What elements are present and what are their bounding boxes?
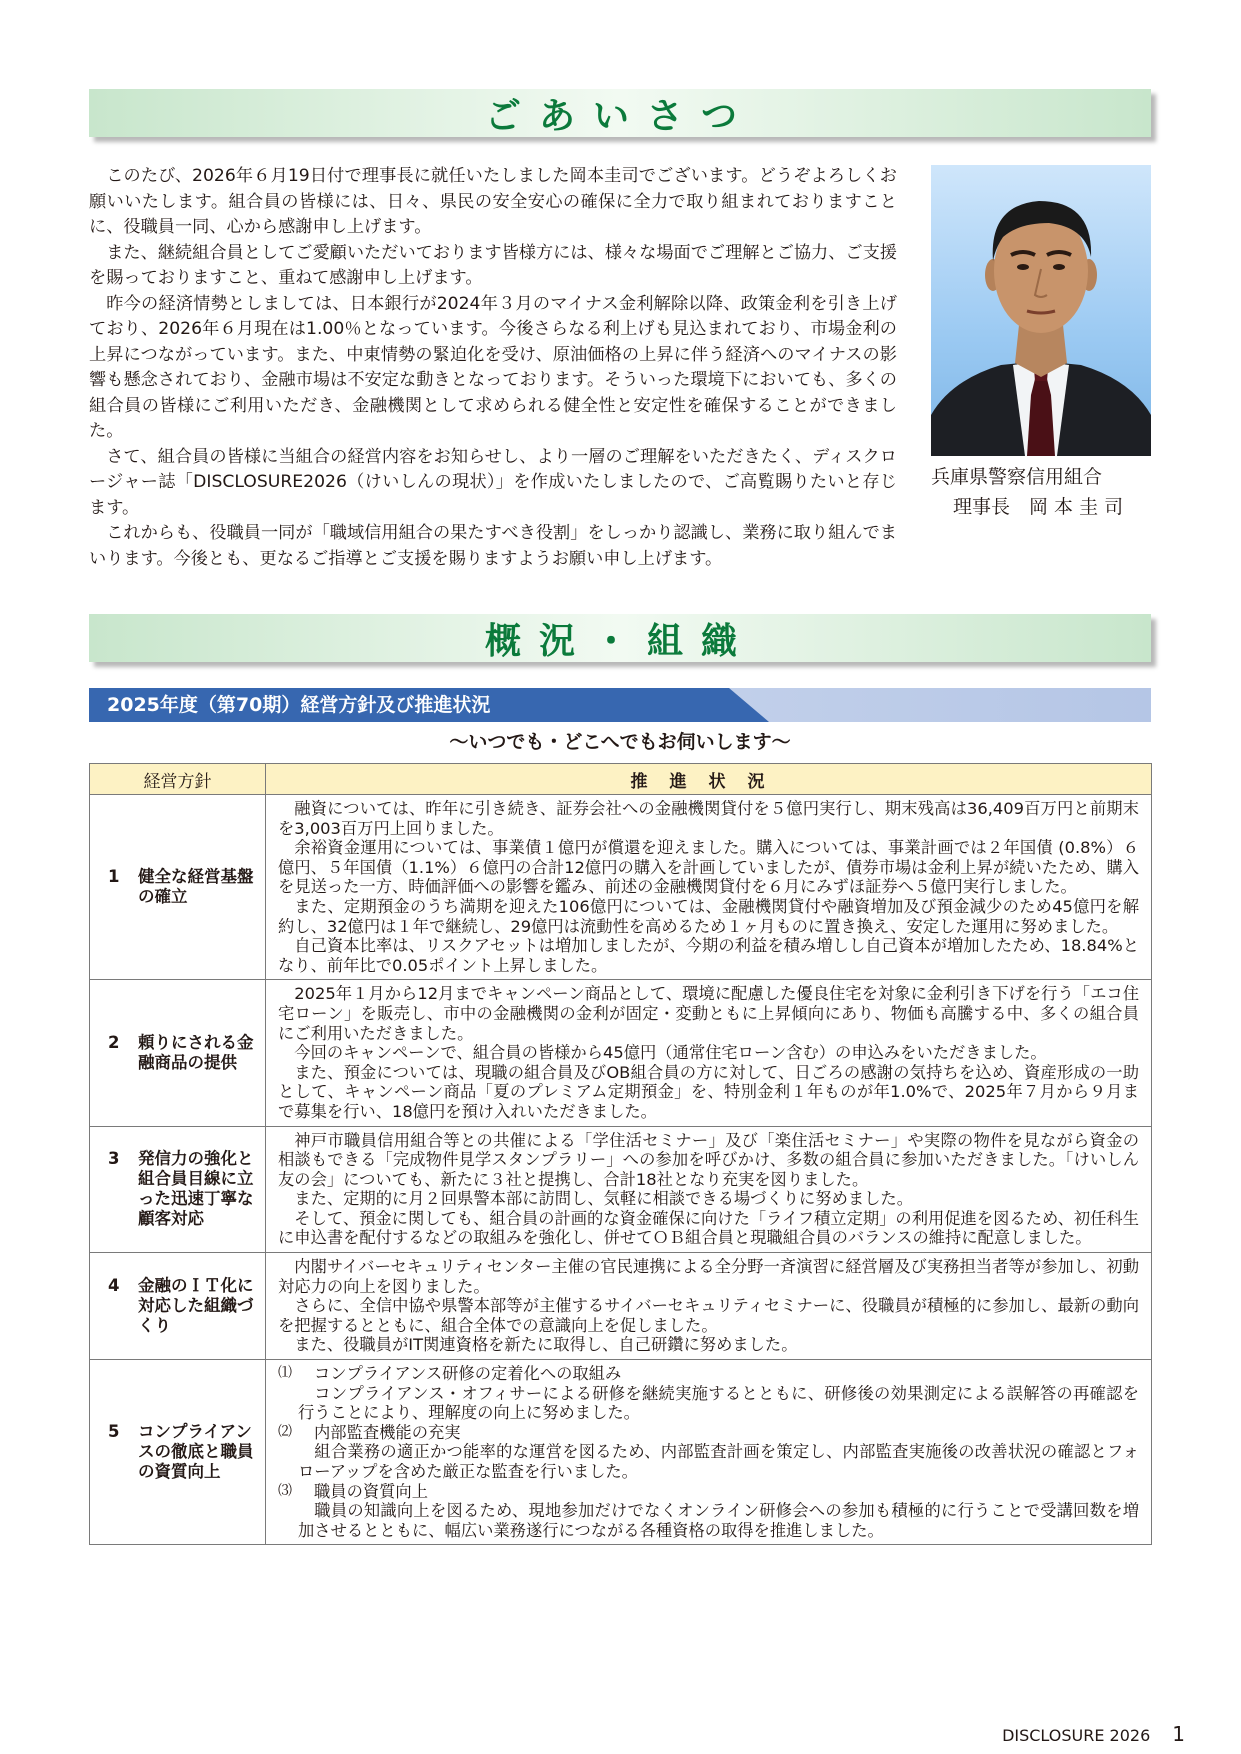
overview-title: 概況・組織 [484,619,755,662]
greeting-title: ごあいさつ [484,94,755,137]
signature [931,462,1151,522]
policy-name: 頼りにされる金融商品の提供 [138,1032,254,1072]
status-paragraph: 2025年１月から12月までキャンペーン商品として、環境に配慮した優良住宅を対象に金利引き下げを行う「エコ住宅ローン」を販売し、市中の金融機関の金利が固定・変動ともに上昇傾向にあり、物価も高騰する中、多くの組合員にご利用いただきました。 [278,984,1139,1043]
sub-item-heading: 職員の資質向上 [314,1481,428,1501]
status-paragraph: また、定期的に月２回県警本部に訪問し、気軽に相談できる場づくりに努めました。 [294,1189,913,1209]
policy-number: 3 [108,1149,120,1169]
policy-column-header: 経営方針 [90,764,266,795]
status-paragraph: また、定期預金のうち満期を迎えた106億円については、金融機関貸付や融資増加及び預金減少のため45億円を解約し、32億円は１年で継続し、29億円は流動性を高めるため１ヶ月ものに置き換え、安定した運用に努めました。 [278,896,1139,936]
status-paragraph: 内閣サイバーセキュリティセンター主催の官民連携による全分野一斉演習に経営層及び実務担当者等が参加し、初動対応力の向上を図りました。 [278,1257,1139,1296]
greeting-banner [89,89,1151,137]
chairman-portrait [931,165,1151,456]
signature-organization: 兵庫県警察信用組合 [931,466,1103,488]
status-paragraph: 自己資本比率は、リスクアセットは増加しましたが、今期の利益を積み増しし自己資本が増加したため、18.84%となり、前年比で0.05ポイント上昇しました。 [278,936,1139,975]
table-row [90,1360,1152,1545]
sub-item-body: 職員の知識向上を図るため、現地参加だけでなくオンライン研修会への参加も積極的に行うことで受講回数を増加させるとともに、幅広い業務遂行につながる各種資格の取得を推進しました。 [298,1501,1139,1540]
status-cell [266,795,1152,980]
policy-name: 健全な経営基盤の確立 [138,867,254,907]
overview-banner [89,614,1151,662]
sub-item-heading: 内部監査機能の充実 [314,1422,461,1442]
greeting-text [89,164,897,572]
table-row [90,795,1152,980]
policy-cell [90,1126,266,1253]
sub-item-number: ⑴ [278,1365,292,1382]
status-cell [266,1126,1152,1253]
status-paragraph: また、預金については、現職の組合員及びOB組合員の方に対して、日ごろの感謝の気持ちを込め、資産形成の一助として、キャンペーン商品「夏のプレミアム定期預金」を、特別金利１年ものが年1.0%で、2025年７月から９月まで募集を行い、18億円を預け入れいただきました。 [278,1062,1139,1121]
greeting-paragraph: このたび、2026年６月19日付で理事長に就任いたしました岡本圭司でございます。どうぞよろしくお願いいたします。組合員の皆様には、日々、県民の安全安心の確保に全力で取り組まれておりますことに、役職員一同、心から感謝申し上げます。 [89,166,897,237]
sub-item-body: コンプライアンス・オフィサーによる研修を継続実施するとともに、研修後の効果測定による誤解答の再確認を行うことにより、理解度の向上に努めました。 [298,1383,1139,1423]
greeting-paragraph: これからも、役職員一同が「職域信用組合の果たすべき役割」をしっかり認識し、業務に取り組んでまいります。今後とも、更なるご指導とご支援を賜りますようお願い申し上げます。 [89,523,897,569]
status-paragraph: 融資については、昨年に引き続き、証券会社への金融機関貸付を５億円実行し、期末残高は36,409百万円と前期末を3,003百万円上回りました。 [278,799,1139,838]
status-cell [266,980,1152,1126]
status-cell [266,1253,1152,1360]
table-header-row [90,764,1152,795]
status-sub-item [278,1423,1139,1482]
sub-item-heading: コンプライアンス研修の定着化への取組み [314,1364,622,1384]
policy-number: 5 [108,1422,120,1442]
page-number: 1 [1172,1722,1185,1746]
publication-name: DISCLOSURE 2026 [1002,1726,1151,1745]
status-paragraph: そして、預金に関しても、組合員の計画的な資金確保に向けた「ライフ積立定期」の利用促進を図るため、初任科生に申込書を配付するなどの取組みを強化し、併せてＯＢ組合員と現職組合員のバランスの維持に配意しました。 [278,1208,1139,1248]
section-heading-bar [89,688,1151,722]
policy-name: 金融のＩＴ化に対応した組織づくり [138,1276,254,1336]
policy-name: 発信力の強化と組合員目線に立った迅速丁寧な顧客対応 [138,1149,254,1229]
section-heading-text: 2025年度（第70期）経営方針及び推進状況 [107,694,491,716]
status-paragraph: さらに、全信中協や県警本部等が主催するサイバーセキュリティセミナーに、役職員が積極的に参加し、最新の動向を把握するとともに、組合全体での意識向上を促しました。 [278,1296,1139,1335]
policy-cell [90,795,266,980]
sub-item-number: ⑶ [278,1482,292,1499]
status-paragraph: また、役職員がIT関連資格を新たに取得し、自己研鑽に努めました。 [294,1335,798,1355]
status-cell [266,1360,1152,1545]
policy-number: 1 [108,867,120,887]
table-row [90,980,1152,1126]
sub-item-body: 組合業務の適正かつ能率的な運営を図るため、内部監査計画を策定し、内部監査実施後の改善状況の確認とフォローアップを含めた厳正な監査を行いました。 [298,1442,1139,1481]
status-sub-item [278,1364,1139,1423]
policy-number: 4 [108,1276,120,1296]
status-paragraph: 神戸市職員信用組合等との共催による「学住活セミナー」及び「楽住活セミナー」や実際の物件を見ながら資金の相談もできる「完成物件見学スタンプラリー」への参加を呼びかけ、多数の組合員に参加いただきました。「けいしん友の会」についても、新たに３社と提携し、合計18社となり充実を図りました。 [278,1130,1139,1189]
policy-cell [90,980,266,1126]
portrait-illustration [931,165,1151,456]
greeting-paragraph: さて、組合員の皆様に当組合の経営内容をお知らせし、より一層のご理解をいただきたく、ディスクロージャー誌「DISCLOSURE2026（けいしんの現状）」を作成いたしましたので、ご高覧賜りたいと存じます。 [89,446,897,518]
greeting-paragraph: 昨今の経済情勢としましては、日本銀行が2024年３月のマイナス金利解除以降、政策金利を引き上げており、2026年６月現在は1.00％となっています。今後さらなる利上げも見込まれており、市場金利の上昇につながっています。また、中東情勢の緊迫化を受け、原油価格の上昇に伴う経済へのマイナスの影響も懸念されており、金融市場は不安定な動きとなっております。そういった環境下においても、多くの組合員の皆様にご利用いただき、金融機関として求められる健全性と安定性を確保することができました。 [89,293,897,441]
table-row [90,1253,1152,1360]
sub-item-number: ⑵ [278,1423,292,1440]
page-footer [1002,1722,1185,1746]
policy-cell [90,1360,266,1545]
policy-name: コンプライアンスの徹底と職員の資質向上 [138,1422,254,1482]
status-sub-item [278,1482,1139,1541]
table-row [90,1126,1152,1253]
signature-name: 理事長 岡 本 圭 司 [953,496,1124,518]
policy-number: 2 [108,1032,120,1052]
policy-cell [90,1253,266,1360]
slogan: 〜いつでも・どこへでもお伺いします〜 [449,731,791,753]
status-column-header: 推進状況 [266,764,1152,795]
status-paragraph: 今回のキャンペーンで、組合員の皆様から45億円（通常住宅ローン含む）の申込みをいただきました。 [294,1043,1047,1063]
policy-table [89,763,1152,1545]
status-paragraph: 余裕資金運用については、事業債１億円が償還を迎えました。購入については、事業計画では２年国債 (0.8%）６億円、５年国債（1.1%）６億円の合計12億円の購入を計画していましたが、債券市場は金利上昇が続いたため、購入を見送った一方、時価評価への影響を鑑み、前述の金融機関貸付を６月にみずほ証券へ５億円実行しました。 [278,838,1139,897]
greeting-paragraph: また、継続組合員としてご愛顧いただいております皆様方には、様々な場面でご理解とご協力、ご支援を賜っておりますこと、重ねて感謝申し上げます。 [89,242,897,288]
